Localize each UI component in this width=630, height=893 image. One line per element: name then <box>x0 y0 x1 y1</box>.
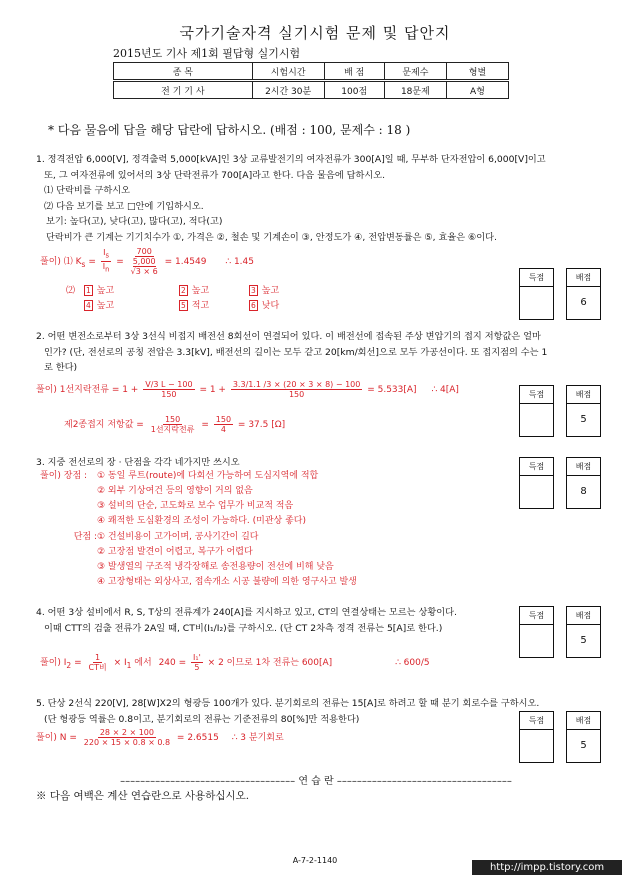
denominator: 150 <box>161 390 177 399</box>
answer-text: 적고 <box>191 301 210 311</box>
list-item: ③ 설비의 단순, 고도화로 보수 업무가 비교적 적음 <box>97 501 294 511</box>
practice-divider: ––––––––––––––––––––––––––––––––––– 연 습 란 ––––––––––––––––––––––––––––––––––– <box>120 776 512 787</box>
question-1 <box>36 152 621 245</box>
page-code: A-7-2-1140 <box>292 856 338 865</box>
connector: 에서 <box>134 658 152 668</box>
score-label: 득점 <box>520 269 553 287</box>
equals: = <box>88 257 96 267</box>
result: = 5.533[A] <box>367 385 417 395</box>
denominator: 5 <box>194 663 200 672</box>
answer-prefix: 풀이) 1선지락전류 = 1 + <box>36 385 139 395</box>
answer-text: 높고 <box>261 286 280 296</box>
blank-line: 단락비가 큰 기계는 기기치수가 ①, 가격은 ②, 철손 및 기계손이 ③, 안정도가 ④, 전압변동률은 ⑤, 효율은 ⑥이다. <box>46 231 497 243</box>
list-item: ① 건설비용이 고가이며, 공사기간이 길다 <box>97 532 259 542</box>
page-title: 국가기술자격 실기시험 문제 및 답안지 <box>179 24 451 42</box>
answer-number-box: 3 <box>251 286 256 295</box>
fraction <box>143 380 194 399</box>
denominator: 150 <box>288 390 305 399</box>
exam-subtitle: 2015년도 기사 제1회 필답형 실기시험 <box>113 47 301 60</box>
numerator: 700 <box>136 247 152 256</box>
sub-question: ⑴ 단락비를 구하시오 <box>44 185 131 196</box>
numerator: 28 × 2 × 100 <box>99 728 154 737</box>
table-cell: 18문제 <box>384 81 446 99</box>
points-box <box>566 457 601 509</box>
numerator: V/3 L − 100 <box>145 380 193 389</box>
points-value: 5 <box>580 635 587 646</box>
numerator: I <box>103 248 106 258</box>
fraction <box>191 653 203 672</box>
points-label: 배점 <box>567 607 600 625</box>
fraction <box>87 653 109 672</box>
exam-info-table <box>113 62 509 99</box>
denominator: 5,000 <box>132 257 156 266</box>
list-item: ④ 고장형태는 외상사고, 접속개소 시공 불량에 의한 영구사고 발생 <box>97 577 357 587</box>
table-header: 시험시간 <box>252 63 324 81</box>
list-item: ① 동일 루트(route)에 다회선 가능하여 도심지역에 적합 <box>97 471 319 481</box>
points-value: 5 <box>580 414 587 425</box>
score-label: 득점 <box>520 386 553 404</box>
answer-text: 높고 <box>191 286 210 296</box>
fraction: $\frac{I_s}{I_n}$ <box>102 248 110 274</box>
score-label: 득점 <box>520 607 553 625</box>
score-box <box>519 268 554 320</box>
fraction <box>82 728 172 747</box>
points-box <box>566 711 601 763</box>
points-value: 5 <box>580 740 587 751</box>
sub-label: ⑵ <box>66 286 76 296</box>
points-label: 배점 <box>567 269 600 287</box>
question-text: 1. 정격전압 6,000[V], 정격출력 5,000[kVA]인 3상 교류발전기의 여자전류가 300[A]일 때, 무부하 단자전압이 6,000[V]이고 <box>36 154 546 165</box>
score-label: 득점 <box>520 712 553 730</box>
fraction <box>129 247 160 276</box>
answer-text: 높고 <box>96 286 115 296</box>
result: = 1.4549 <box>164 257 207 267</box>
multiplier: × I <box>113 658 127 668</box>
denominator: √3 × 6 <box>130 267 158 276</box>
points-value: 8 <box>580 486 587 497</box>
denominator: 1선지락전류 <box>150 425 195 434</box>
final-answer: ∴ 1.45 <box>225 257 254 267</box>
table-header: 종 목 <box>114 63 253 81</box>
answer-3 <box>40 469 510 590</box>
numerator: 3.3/1.1 /3 × (20 × 3 × 8) − 100 <box>232 380 361 389</box>
points-value: 6 <box>580 297 587 308</box>
result: = 2.6515 <box>176 733 219 743</box>
numerator: 150 <box>164 415 181 424</box>
answer-prefix: 풀이) N = <box>36 733 77 743</box>
answer-4: 풀이) $I_2$ = $\frac{1}{\text{CT비}}$ × $I_1$ 에서 240 = $\frac{\text{I₁'}}{5}$ × 2 이므로 1차 전류는 600[A] ∴ 600/5 <box>40 653 430 672</box>
fraction <box>214 415 233 434</box>
question-text: 2. 어떤 변전소로부터 3상 3선식 비접지 배전선 8회선이 연결되어 있다. 이 배전선에 접속된 주상 변압기의 접지 저항값은 얼마 <box>36 331 541 342</box>
final-answer: ∴ 4[A] <box>431 385 459 395</box>
watermark: http://impp.tistory.com <box>472 860 622 875</box>
question-text: (단 형광등 역률은 0.8이고, 분기회로의 전류는 기준전류의 80[%]만 적용한다) <box>44 713 360 725</box>
table-cell: 2시간 30분 <box>252 81 324 99</box>
pros-label: 풀이) 장점 : <box>40 471 88 481</box>
question-2 <box>36 329 621 376</box>
question-text: 4. 어떤 3상 설비에서 R, S, T상의 전류계가 240[A]를 지시하고 있고, CT의 연결상태는 모르는 상황이다. <box>36 607 457 618</box>
fraction <box>149 415 197 434</box>
denominator: 4 <box>220 425 226 434</box>
fraction <box>231 380 363 399</box>
answer-text: 낮다 <box>261 301 280 311</box>
points-box <box>566 268 601 320</box>
sub-question: ⑵ 다음 보기를 보고 □안에 기입하시오. <box>44 200 204 212</box>
cons-label: 단점 : <box>73 532 97 542</box>
list-item: ③ 발생열의 구조적 냉각장해로 송전용량이 전선에 비해 낮음 <box>97 562 334 572</box>
points-label: 배점 <box>567 458 600 476</box>
denominator: I <box>102 262 106 271</box>
list-item: ② 외부 기상여건 등의 영향이 거의 없음 <box>97 486 253 496</box>
score-label: 득점 <box>520 458 553 476</box>
answer-number-box: 4 <box>86 301 91 310</box>
answer-1: 풀이) ⑴ $K_s$ = $\frac{I_s}{I_n}$ = 700 5,000 √3 × 6 = 1.4549 ∴ 1.45 <box>40 247 254 276</box>
equals: = <box>116 257 124 267</box>
points-box <box>566 606 601 658</box>
numerator: I₁' <box>193 653 201 662</box>
answer-number-box: 5 <box>181 301 186 310</box>
result: × 2 이므로 1차 전류는 600[A] <box>207 658 333 668</box>
equation: 240 = <box>158 658 187 668</box>
points-box <box>566 385 601 437</box>
table-header: 문제수 <box>384 63 446 81</box>
table-cell: A형 <box>446 81 508 99</box>
answer-2-line2: 제2종접지 저항값 = $\frac{150}{\text{1선지락전류}}$ = $\frac{150}{4}$ = 37.5 [Ω] <box>64 415 286 434</box>
question-text: 또, 그 여자전류에 있어서의 3상 단락전류가 700[A]라고 한다. 다음 물음에 답하시오. <box>44 169 386 181</box>
denominator: 220 × 15 × 0.8 × 0.8 <box>83 738 171 747</box>
answer-number-box: 1 <box>86 286 91 295</box>
table-header: 형별 <box>446 63 508 81</box>
answer-5 <box>36 728 284 747</box>
answer-text: 높고 <box>96 301 115 311</box>
answer-prefix: 풀이) ⑴ K <box>40 257 82 267</box>
practice-note: ※ 다음 여백은 계산 연습란으로 사용하십시오. <box>36 790 250 802</box>
question-text: 인가? (단, 전선로의 공칭 전압은 3.3[kV], 배전선의 길이는 모두 같고 20[km/회선]으로 모두 가공선이다. 또 접지점의 수는 1 <box>44 346 548 358</box>
numerator: 150 <box>215 415 232 424</box>
answer-2 <box>36 380 459 399</box>
instruction: * 다음 물음에 답을 해당 답란에 답하시오. (배점 : 100, 문제수 : 18 ) <box>48 123 411 137</box>
result: = 37.5 [Ω] <box>237 420 286 430</box>
score-box <box>519 606 554 658</box>
options: 보기: 높다(고), 낮다(고), 많다(고), 적다(고) <box>46 216 223 227</box>
list-item: ② 고장점 발견이 어렵고, 복구가 어렵다 <box>97 547 253 557</box>
points-label: 배점 <box>567 386 600 404</box>
final-answer: ∴ 600/5 <box>395 658 430 668</box>
table-cell: 100점 <box>324 81 384 99</box>
question-text: 5. 단상 2선식 220[V], 28[W]X2의 형광등 100개가 있다. 분기회로의 전류는 15[A]로 하려고 할 때 분기 회로수를 구하시오. <box>36 698 540 709</box>
score-box <box>519 711 554 763</box>
question-text: 이때 CTT의 검출 전류가 2A일 때, CT비(I₁/I₂)를 구하시오. (단 CT 2차측 정격 전류는 5[A]로 한다.) <box>44 622 443 634</box>
equals: = <box>74 658 82 668</box>
answer-prefix: 풀이) I <box>40 658 67 668</box>
answer-number-box: 2 <box>181 286 186 295</box>
table-cell: 전 기 기 사 <box>114 81 253 99</box>
list-item: ④ 쾌적한 도심환경의 조성이 가능하다. (미관상 좋다) <box>97 516 306 526</box>
points-label: 배점 <box>567 712 600 730</box>
table-header: 배 점 <box>324 63 384 81</box>
equals: = 1 + <box>199 385 226 395</box>
answer-1-part2 <box>66 284 326 314</box>
question-text: 3. 지중 전선로의 장 · 단점을 각각 네가지만 쓰시오 <box>36 457 240 468</box>
question-4 <box>36 605 516 636</box>
score-box <box>519 385 554 437</box>
answer-number-box: 6 <box>251 301 256 310</box>
answer-prefix: 제2종접지 저항값 = <box>64 420 144 430</box>
denominator: CT비 <box>88 663 107 672</box>
question-text: 로 한다) <box>44 362 78 373</box>
final-answer: ∴ 3 분기회로 <box>231 733 284 743</box>
numerator: 1 <box>95 653 101 662</box>
score-box <box>519 457 554 509</box>
